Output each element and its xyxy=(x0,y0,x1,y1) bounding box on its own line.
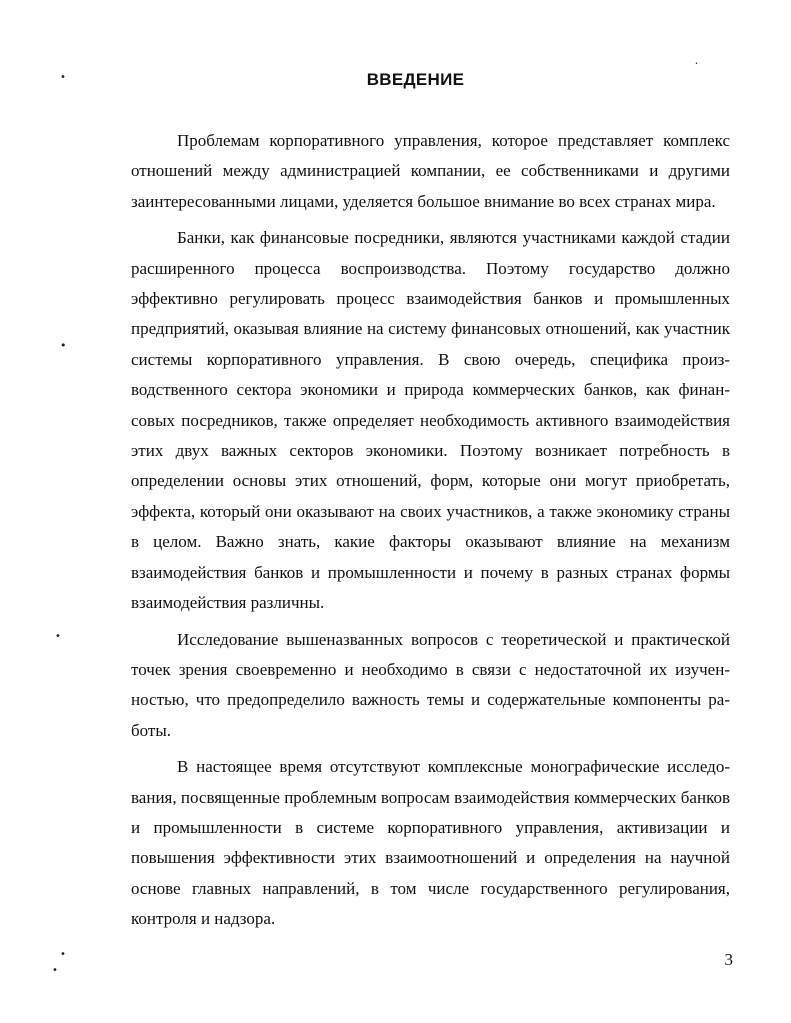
paragraph-3: Исследование вышеназванных вопросов с теоретической и практической точек зрения своевременно и необходимо в связи с недостаточной их изученностью, что предопределило важность темы и содержательные компоненты работы. xyxy=(131,629,730,740)
scan-speck-icon: • xyxy=(55,631,61,642)
paragraph-4: В настоящее время отсутствуют комплексные монографические исследования, посвященные проблемным вопросам взаимодействия коммерческих банков и промышленности в системе корпоративного управления, активизации и повышения эффективности этих взаимоотношений и определения на научной основе главных направлений, в том числе государственного регулирования, контроля и надзора. xyxy=(131,757,730,929)
scan-speck-icon: • xyxy=(60,339,67,352)
page-title: ВВЕДЕНИЕ xyxy=(366,70,465,89)
scan-speck-icon: • xyxy=(695,61,698,67)
paragraph-2: Банки, как финансовые посредники, являются участниками каждой стадии расширенного процесса воспроизводства. Поэтому государство должно эффективно регулировать процесс взаимодействия банков и промышленных предприятий, оказывая влияние на систему финансовых отношений, как участник системы корпоративного управления. В свою очередь, специфика производственного сектора экономики и природа коммерческих банков, как финансовых посредников, также определяет необходимость активного взаимодействия этих двух важных секторов экономики. Поэтому возникает потребность в определении основы этих отношений, форм, которые они могут приобретать, эффекта, который они оказывают на своих участников, а также экономику страны в целом. Важно знать, какие факторы оказывают влияние на механизм взаимодействия банков и промышленности и почему в разных странах формы взаимодействия различны. xyxy=(131,228,730,613)
scan-speck-icon: • xyxy=(60,949,66,960)
scan-speck-icon: • xyxy=(52,965,58,976)
body-text xyxy=(131,126,730,941)
page-number: 3 xyxy=(724,950,733,969)
scan-speck-icon: • xyxy=(60,72,66,83)
paragraph-1: Проблемам корпоративного управления, которое представляет комплекс отношений между администрацией компании, ее собственниками и другими заинтересованными лицами, уделяется большое внимание во всех странах мира. xyxy=(131,131,730,211)
